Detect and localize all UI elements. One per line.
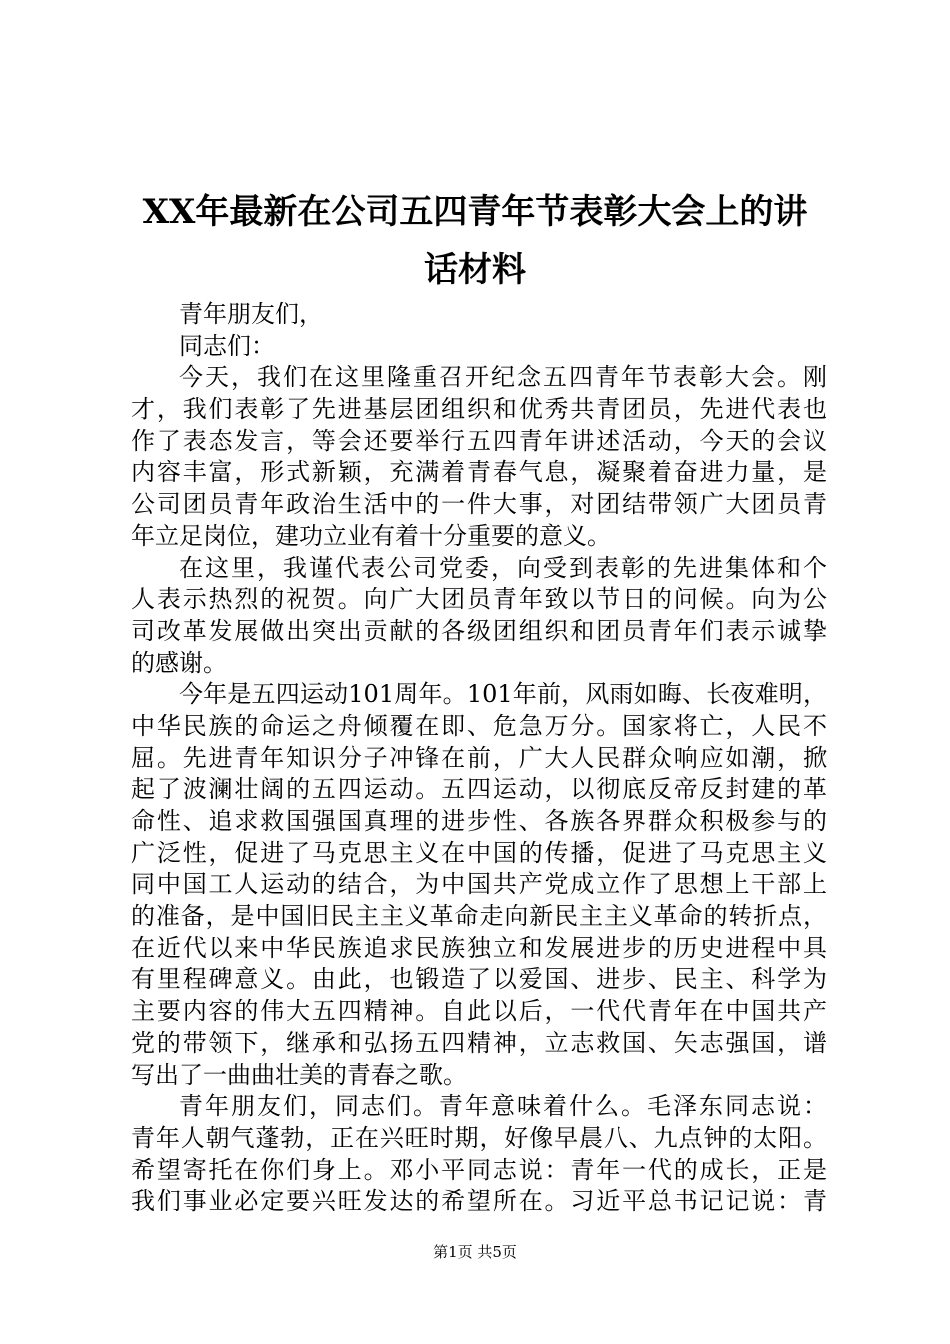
paragraph-line: 的感谢。: [131, 648, 227, 677]
paragraph-line: 广泛性，促进了马克思主义在中国的传播，促进了马克思主义: [131, 838, 827, 867]
paragraph-line: 的准备，是中国旧民主主义革命走向新民主主义革命的转折点，: [131, 902, 827, 931]
title-line-1: XX年最新在公司五四青年节表彰大会上的讲: [142, 192, 808, 232]
paragraph-line: 写出了一曲曲壮美的青春之歌。: [131, 1060, 467, 1089]
document-body: [131, 299, 827, 1218]
salutation-line: 同志们：: [179, 331, 275, 360]
paragraph-line: 青年朋友们，同志们。青年意味着什么。毛泽东同志说：: [179, 1092, 827, 1121]
paragraph-line: 今年是五四运动101周年。101年前，风雨如晦、长夜难明，: [179, 680, 827, 709]
paragraph-line: 主要内容的伟大五四精神。自此以后，一代代青年在中国共产: [131, 997, 827, 1026]
paragraph-line: 希望寄托在你们身上。邓小平同志说：青年一代的成长，正是: [131, 1155, 827, 1184]
paragraph-line: 起了波澜壮阔的五四运动。五四运动，以彻底反帝反封建的革: [131, 775, 827, 804]
paragraph-line: 在这里，我谨代表公司党委，向受到表彰的先进集体和个: [179, 553, 827, 582]
paragraph-line: 才，我们表彰了先进基层团组织和优秀共青团员，先进代表也: [131, 395, 827, 424]
paragraph-line: 人表示热烈的祝贺。向广大团员青年致以节日的问候。向为公: [131, 585, 827, 614]
paragraph-line: 作了表态发言，等会还要举行五四青年讲述活动，今天的会议: [131, 426, 827, 455]
paragraph-line: 司改革发展做出突出贡献的各级团组织和团员青年们表示诚挚: [131, 616, 827, 645]
paragraph-line: 年立足岗位，建功立业有着十分重要的意义。: [131, 521, 611, 550]
title-line-2: 话材料: [424, 250, 526, 290]
paragraph-line: 有里程碑意义。由此，也锻造了以爱国、进步、民主、科学为: [131, 965, 827, 994]
document-title: [90, 183, 860, 299]
paragraph-line: 我们事业必定要兴旺发达的希望所在。习近平总书记记说：青: [131, 1187, 827, 1216]
paragraph-line: 内容丰富，形式新颖，充满着青春气息，凝聚着奋进力量，是: [131, 458, 827, 487]
paragraph-line: 同中国工人运动的结合，为中国共产党成立作了思想上干部上: [131, 870, 827, 899]
page-footer: 第1页 共5页: [433, 1243, 517, 1261]
paragraph-line: 命性、追求救国强国真理的进步性、各族各界群众积极参与的: [131, 807, 827, 835]
salutation-line: 青年朋友们，: [179, 300, 323, 328]
paragraph-line: 今天，我们在这里隆重召开纪念五四青年节表彰大会。刚: [179, 363, 827, 392]
paragraph-line: 中华民族的命运之舟倾覆在即、危急万分。国家将亡，人民不: [131, 711, 827, 740]
paragraph-line: 屈。先进青年知识分子冲锋在前，广大人民群众响应如潮，掀: [131, 743, 827, 772]
paragraph-line: 在近代以来中华民族追求民族独立和发展进步的历史进程中具: [131, 933, 827, 962]
paragraph-line: 党的带领下，继承和弘扬五四精神，立志救国、矢志强国，谱: [131, 1028, 827, 1057]
paragraph-line: 公司团员青年政治生活中的一件大事，对团结带领广大团员青: [131, 490, 827, 519]
paragraph-line: 青年人朝气蓬勃，正在兴旺时期，好像早晨八、九点钟的太阳。: [131, 1123, 827, 1152]
